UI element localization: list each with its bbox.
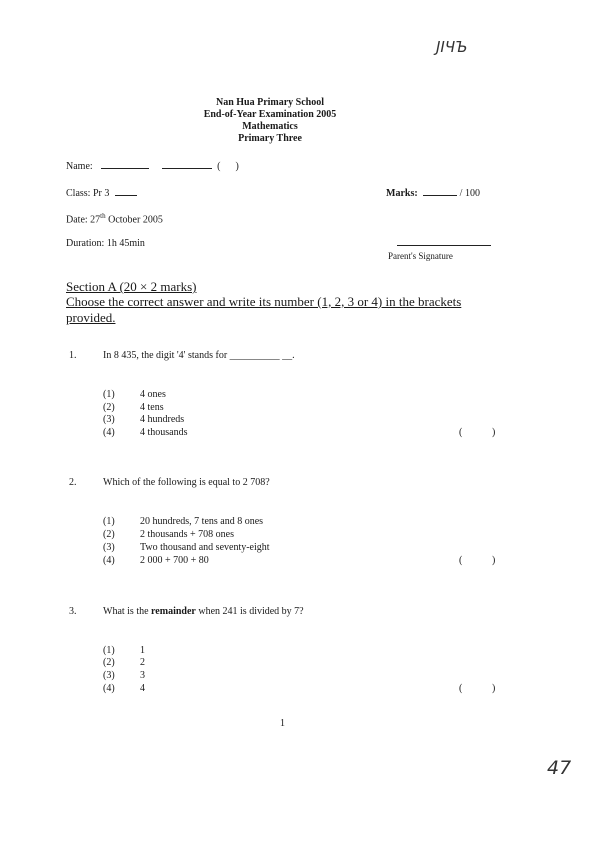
answer-bracket-open: ( <box>459 683 463 694</box>
date-suffix: th <box>100 212 106 220</box>
date-rest: October 2005 <box>105 214 163 226</box>
answer-bracket-open: ( <box>459 555 463 566</box>
name-line-2 <box>162 160 212 169</box>
marks-line <box>423 187 457 196</box>
option-text: 4 <box>140 683 145 694</box>
date-label: Date: 27 <box>66 214 101 226</box>
name-field <box>66 160 239 172</box>
question-text <box>103 606 304 617</box>
option-number: (3) <box>103 670 115 681</box>
option-text: Two thousand and seventy-eight <box>140 542 270 553</box>
marks-field <box>386 187 480 199</box>
subject: Mathematics <box>242 121 298 132</box>
option-number: (4) <box>103 427 115 438</box>
answer-bracket-close: ) <box>492 427 496 438</box>
duration: Duration: 1h 45min <box>66 238 145 249</box>
class-field <box>66 187 137 199</box>
option-number: (2) <box>103 657 115 668</box>
option-text: 2 thousands + 708 ones <box>140 529 234 540</box>
option-text: 1 <box>140 645 145 656</box>
question-number: 1. <box>69 350 77 361</box>
option-number: (3) <box>103 414 115 425</box>
option-text: 4 tens <box>140 402 164 413</box>
option-text: 2 000 + 700 + 80 <box>140 555 209 566</box>
signature-label: Parent's Signature <box>388 251 453 261</box>
question-number: 3. <box>69 606 77 617</box>
date-field <box>66 212 163 225</box>
class-label: Class: Pr 3 <box>66 188 110 199</box>
option-text: 3 <box>140 670 145 681</box>
name-line <box>101 160 149 169</box>
option-number: (2) <box>103 529 115 540</box>
question-text-end: when 241 is divided by 7? <box>195 606 304 617</box>
handwritten-code: ЈІЧЪ <box>436 38 468 56</box>
option-number: (4) <box>103 683 115 694</box>
question-text: In 8 435, the digit '4' stands for __________ __. <box>103 350 295 361</box>
level: Primary Three <box>238 133 302 144</box>
option-text: 4 hundreds <box>140 414 185 425</box>
option-text: 4 thousands <box>140 427 188 438</box>
exam-title: End-of-Year Examination 2005 <box>203 109 337 120</box>
class-line <box>115 187 137 196</box>
marks-label: Marks: <box>386 188 418 199</box>
answer-bracket-close: ) <box>492 683 496 694</box>
section-title: Section A (20 × 2 marks) <box>66 279 197 294</box>
option-number: (3) <box>103 542 115 553</box>
school-name: Nan Hua Primary School <box>215 97 325 108</box>
option-number: (1) <box>103 645 115 656</box>
option-number: (4) <box>103 555 115 566</box>
marks-total: / 100 <box>459 188 480 199</box>
question-number: 2. <box>69 477 77 488</box>
instruction-line-2: provided. <box>66 310 116 325</box>
question-text: Which of the following is equal to 2 708? <box>103 477 270 488</box>
option-text: 20 hundreds, 7 tens and 8 ones <box>140 516 264 527</box>
answer-bracket-open: ( <box>459 427 463 438</box>
answer-bracket-close: ) <box>492 555 496 566</box>
register-number: ( ) <box>217 161 239 172</box>
option-text: 2 <box>140 657 145 668</box>
instruction-line-1: Choose the correct answer and write its number (1, 2, 3 or 4) in the brackets <box>66 294 462 309</box>
handwritten-score: 47 <box>547 757 572 779</box>
option-number: (1) <box>103 389 115 400</box>
option-number: (1) <box>103 516 115 527</box>
page-number: 1 <box>280 718 285 729</box>
signature-line <box>397 245 491 246</box>
option-number: (2) <box>103 402 115 413</box>
name-label: Name: <box>66 161 93 172</box>
keyword-remainder: remainder <box>151 606 196 617</box>
question-text-start: What is the <box>103 606 152 617</box>
option-text: 4 ones <box>140 389 166 400</box>
